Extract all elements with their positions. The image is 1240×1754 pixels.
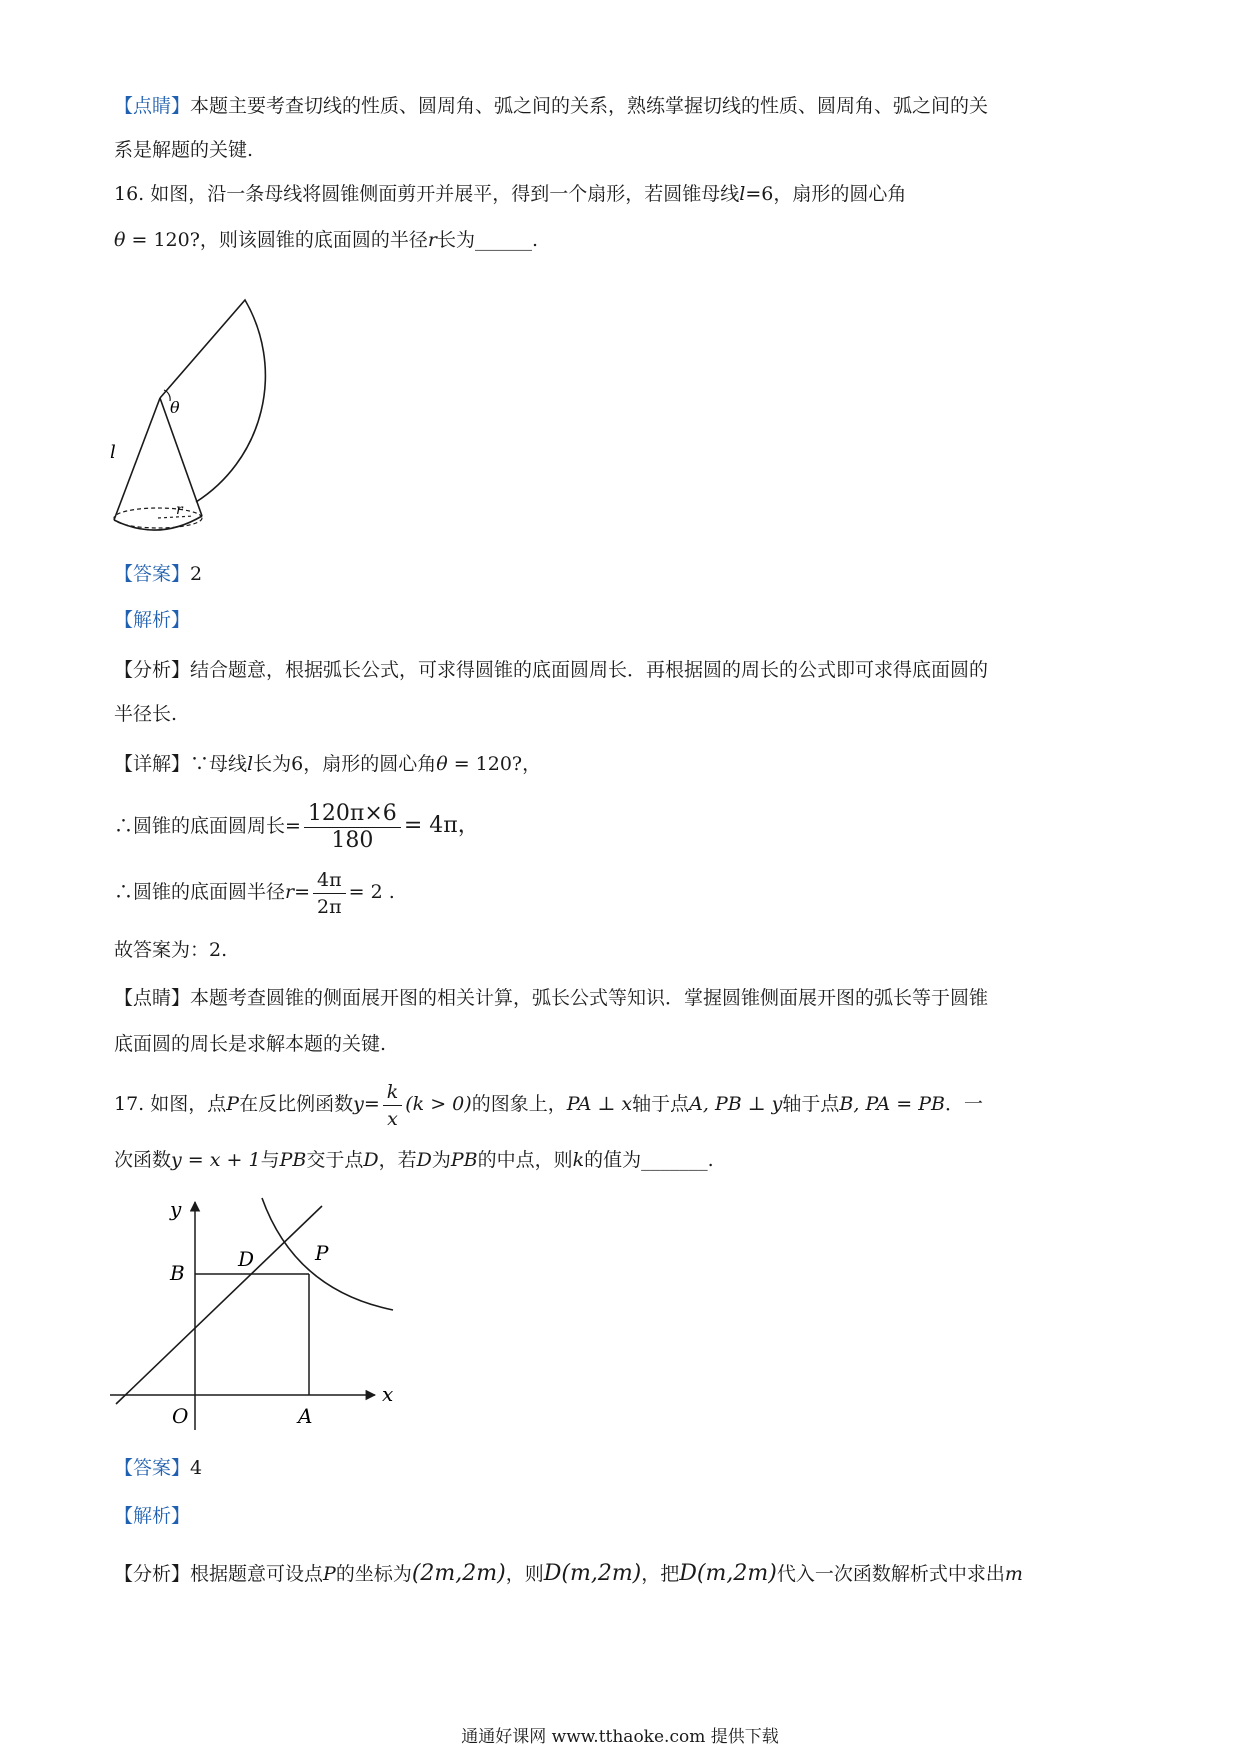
- tag-dianjing: 【点睛】: [114, 987, 191, 1009]
- tag-fenxi: 【分析】: [114, 1563, 191, 1585]
- tag-jiexi: 【解析】: [114, 609, 191, 631]
- xiangjie-16-b: [114, 796, 480, 856]
- line-y-x-plus-1: [116, 1206, 322, 1404]
- tag-answer: 【答案】: [114, 563, 191, 585]
- cone-right-edge: [160, 398, 202, 516]
- text: = 120?，: [447, 753, 542, 775]
- text: 的值为_______.: [584, 1149, 714, 1171]
- text: 长为6，扇形的圆心角: [253, 753, 437, 775]
- text: 半径长.: [114, 703, 178, 725]
- label-B: B: [170, 1261, 185, 1285]
- label-l: l: [110, 442, 116, 463]
- math: y = x + 1: [171, 1149, 261, 1171]
- text: ∴圆锥的底面圆半径: [114, 881, 286, 903]
- numerator: 4π: [313, 867, 346, 894]
- math: PA ⊥ x: [566, 1093, 633, 1115]
- answer-value: 4: [190, 1457, 203, 1479]
- text: 16. 如图，沿一条母线将圆锥侧面剪开并展平，得到一个扇形，若圆锥母线: [114, 183, 740, 205]
- math: A, PB ⊥ y: [689, 1093, 783, 1115]
- numerator: k: [383, 1079, 403, 1106]
- fraction-radius: [313, 867, 346, 920]
- tag-fenxi: 【分析】: [114, 659, 191, 681]
- var-r: r: [427, 229, 437, 251]
- text: ．一: [944, 1093, 983, 1115]
- text: ∵母线: [190, 753, 248, 775]
- math: D: [363, 1149, 379, 1171]
- text: 为: [431, 1149, 451, 1171]
- line-p1-a: [114, 92, 988, 120]
- q17-line-1: [114, 1074, 983, 1134]
- var-theta: θ: [114, 229, 126, 251]
- fraction-circumference: [304, 801, 401, 854]
- tag-jiexi: 【解析】: [114, 1505, 191, 1527]
- text: 轴于点: [632, 1093, 690, 1115]
- text: 的坐标为: [335, 1563, 412, 1585]
- fenxi-16-a: [114, 656, 988, 684]
- jiexi-16: [114, 606, 190, 634]
- result: = 2 .: [348, 881, 395, 903]
- answer-16: [114, 560, 202, 588]
- text: 17. 如图，点: [114, 1093, 227, 1115]
- text: 的中点，则: [477, 1149, 573, 1171]
- q16-line-1: [114, 180, 906, 208]
- text: ∴圆锥的底面圆周长=: [114, 815, 301, 837]
- q16-line-2: [114, 226, 538, 254]
- text: 故答案为：2.: [114, 939, 228, 961]
- math: (2m,2m): [411, 1561, 506, 1586]
- text: 代入一次函数解析式中求出: [776, 1563, 1005, 1585]
- text: ，把: [641, 1563, 680, 1585]
- text: 的图象上，: [471, 1093, 567, 1115]
- text: 本题主要考查切线的性质、圆周角、弧之间的关系，熟练掌握切线的性质、圆周角、弧之间的关: [190, 95, 989, 117]
- text: 交于点: [306, 1149, 364, 1171]
- tag-answer: 【答案】: [114, 1457, 191, 1479]
- text: = 120?，则该圆锥的底面圆的半径: [125, 229, 428, 251]
- var-m: m: [1004, 1563, 1023, 1585]
- math: D(m,2m): [679, 1561, 777, 1586]
- denominator: 2π: [317, 895, 342, 918]
- math: PB: [279, 1149, 307, 1171]
- page-footer: 通通好课网 www.tthaoke.com 提供下载: [461, 1727, 779, 1747]
- tag-dianjing: 【点睛】: [114, 95, 191, 117]
- line-p1-b: [114, 136, 253, 164]
- var-theta: θ: [436, 753, 448, 775]
- answer-17: [114, 1454, 202, 1482]
- text: ，若: [378, 1149, 417, 1171]
- label-r: r: [176, 502, 183, 518]
- fenxi-17: [114, 1560, 1023, 1588]
- label-x: x: [382, 1382, 394, 1406]
- text: 结合题意，根据弧长公式，可求得圆锥的底面圆周长．再根据圆的周长的公式即可求得底面圆的: [190, 659, 989, 681]
- label-y: y: [170, 1197, 182, 1221]
- var-P: P: [323, 1563, 336, 1585]
- denominator: x: [387, 1107, 398, 1130]
- xiangjie-16-a: [114, 750, 541, 778]
- var-P: P: [226, 1093, 240, 1115]
- dianjing-16-b: [114, 1030, 386, 1058]
- dianjing-16-a: [114, 984, 988, 1012]
- cone-base-front: [114, 516, 202, 530]
- text: 长为______.: [437, 229, 539, 251]
- tag-xiangjie: 【详解】: [114, 753, 191, 775]
- math: k: [572, 1149, 585, 1171]
- numerator: 120π×6: [304, 801, 401, 828]
- equals: =: [294, 881, 311, 903]
- text: 在反比例函数: [239, 1093, 354, 1115]
- xiangjie-16-c: [114, 862, 395, 922]
- var-y: y: [353, 1093, 364, 1115]
- text: 系是解题的关键.: [114, 139, 254, 161]
- text: 根据题意可设点: [190, 1563, 324, 1585]
- math: B, PA = PB: [839, 1093, 945, 1115]
- equals: =: [363, 1093, 380, 1115]
- label-A: A: [298, 1404, 313, 1428]
- q17-line-2: [114, 1146, 714, 1174]
- condition: (k > 0): [405, 1093, 472, 1115]
- math: D: [416, 1149, 432, 1171]
- denominator: 180: [331, 827, 374, 853]
- figure-cone-sector: [100, 290, 310, 545]
- label-P: P: [315, 1241, 329, 1265]
- text: 本题考查圆锥的侧面展开图的相关计算，弧长公式等知识．掌握圆锥侧面展开图的弧长等于圆锥: [190, 987, 989, 1009]
- var-l: l: [739, 183, 746, 205]
- cone-left-edge: [114, 398, 160, 520]
- fraction-k-over-x: [383, 1079, 403, 1132]
- label-theta: θ: [170, 398, 180, 417]
- text: 底面圆的周长是求解本题的关键.: [114, 1033, 387, 1055]
- label-D: D: [238, 1247, 255, 1271]
- answer-value: 2: [190, 563, 203, 585]
- guda-16: [114, 936, 227, 964]
- math: D(m,2m): [543, 1561, 642, 1586]
- text: =6，扇形的圆心角: [745, 183, 907, 205]
- text: 与: [260, 1149, 280, 1171]
- jiexi-17: [114, 1502, 190, 1530]
- text: 轴于点: [782, 1093, 840, 1115]
- text: 次函数: [114, 1149, 172, 1171]
- figure-coordinate-plot: [110, 1190, 410, 1435]
- label-O: O: [172, 1404, 189, 1428]
- fenxi-16-b: [114, 700, 177, 728]
- var-r: r: [285, 881, 295, 903]
- text: ，则: [505, 1563, 544, 1585]
- result: = 4π，: [403, 813, 480, 838]
- math: PB: [450, 1149, 478, 1171]
- var-l: l: [247, 753, 254, 775]
